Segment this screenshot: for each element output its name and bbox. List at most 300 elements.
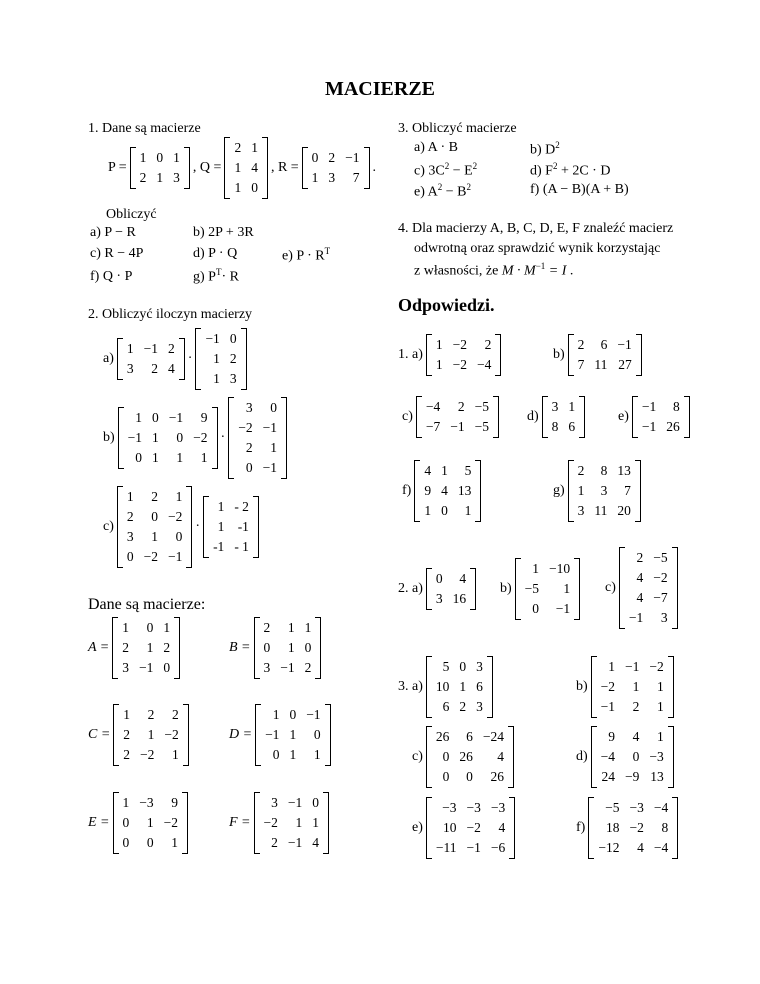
matrix-table xyxy=(233,398,282,478)
matrix-cell: −1 xyxy=(600,699,616,714)
matrix-row xyxy=(520,599,576,619)
matrix-row xyxy=(122,487,188,507)
task1-item-d: d) P · Q xyxy=(193,246,238,261)
matrix-ans-3b xyxy=(591,656,674,718)
matrix-row xyxy=(135,148,185,168)
matrix-row xyxy=(122,339,180,359)
matrix-cell: 0 xyxy=(152,410,159,425)
matrix-cell: 0 xyxy=(442,769,450,784)
matrix-cell: −2 xyxy=(143,549,159,564)
matrix-2b-left xyxy=(118,407,218,469)
matrix-row xyxy=(233,438,282,458)
matrix-cell: 4 xyxy=(459,571,467,586)
matrix-table xyxy=(637,397,685,437)
matrix-cell: 1 xyxy=(311,170,319,185)
task1-matrices xyxy=(108,137,379,199)
matrix-cell: −1 xyxy=(139,660,154,675)
matrix-cell: 1 xyxy=(304,620,312,635)
matrix-table xyxy=(596,657,669,717)
matrix-E xyxy=(113,792,189,854)
matrix-cell: −1 xyxy=(450,419,465,434)
matrix-cell: 1 xyxy=(172,747,179,762)
matrix-cell: −9 xyxy=(625,769,640,784)
matrix-cell: −3 xyxy=(649,749,664,764)
matrix-row xyxy=(431,798,510,818)
matrix-row xyxy=(431,838,510,858)
matrix-cell: 1 xyxy=(171,835,178,850)
matrix-cell: 1 xyxy=(287,620,295,635)
matrix-cell: −3 xyxy=(490,800,506,815)
task1-item-b: b) 2P + 3R xyxy=(193,225,254,240)
matrix-cell: 0 xyxy=(263,640,271,655)
matrix-cell: 3 xyxy=(476,699,483,714)
matrix-cell: 0 xyxy=(289,707,297,722)
matrix-cell: - 2 xyxy=(234,499,249,514)
matrix-cell: −3 xyxy=(629,800,644,815)
matrix-row xyxy=(233,418,282,438)
matrix-cell: 1 xyxy=(152,450,159,465)
task4-line3: z własności, że $M \cdot M^{-1} = I$ . xyxy=(414,261,574,279)
matrix-row xyxy=(307,168,365,188)
matrix-cell: −4 xyxy=(653,840,669,855)
matrix-row xyxy=(260,705,326,725)
matrix-2c-left xyxy=(117,486,193,568)
def-B xyxy=(229,617,324,679)
matrix-cell: 6 xyxy=(442,699,450,714)
matrix-cell: 1 xyxy=(217,499,225,514)
matrix-cell: −1 xyxy=(168,549,183,564)
matrix-cell: 0 xyxy=(459,659,467,674)
matrix-row xyxy=(117,618,175,638)
matrix-cell: 1 xyxy=(122,795,130,810)
matrix-cell: 1 xyxy=(657,679,664,694)
task3-b: b) $D^2$ xyxy=(530,140,560,158)
matrix-cell: 0 xyxy=(270,400,277,415)
matrix-table xyxy=(596,727,669,787)
matrix-cell: 0 xyxy=(245,460,253,475)
R-label: , R = xyxy=(270,160,299,175)
matrix-cell: 2 xyxy=(126,509,134,524)
matrix-cell: −2 xyxy=(163,815,178,830)
matrix-cell: 1 xyxy=(217,519,225,534)
matrix-cell: 1 xyxy=(146,640,154,655)
matrix-row xyxy=(596,767,669,787)
task1-item-f: f) Q · P xyxy=(90,269,133,284)
matrix-cell: −1 xyxy=(168,410,184,425)
matrix-cell: −10 xyxy=(549,561,571,576)
matrix-cell: 2 xyxy=(304,660,312,675)
F-label: F = xyxy=(229,815,251,830)
matrix-cell: 2 xyxy=(263,620,271,635)
matrix-cell: 1 xyxy=(234,180,242,195)
matrix-cell: 3 xyxy=(245,400,253,415)
matrix-table xyxy=(260,705,326,765)
matrix-cell: 2 xyxy=(457,399,465,414)
matrix-cell: −2 xyxy=(168,509,183,524)
matrix-cell: 8 xyxy=(661,820,669,835)
matrix-row xyxy=(259,638,317,658)
matrix-cell: −5 xyxy=(524,581,540,596)
task1-item-e: e) $P \cdot R^T$ xyxy=(282,246,331,264)
matrix-cell: 0 xyxy=(251,180,258,195)
matrix-cell: 9 xyxy=(424,483,432,498)
matrix-cell: 0 xyxy=(532,601,540,616)
matrix-row xyxy=(419,501,476,521)
matrix-table xyxy=(624,548,673,628)
matrix-ans-1b xyxy=(568,334,642,376)
E-label: E = xyxy=(88,815,110,830)
matrix-cell: 1 xyxy=(464,503,472,518)
matrix-ans-3a xyxy=(426,656,493,718)
matrix-cell: 0 xyxy=(442,749,450,764)
matrix-row xyxy=(123,428,213,448)
dot: · xyxy=(195,519,201,534)
matrix-row xyxy=(421,417,494,437)
task4-line1: 4. Dla macierzy A, B, C, D, E, F znaleźć macierz xyxy=(398,221,674,236)
matrix-row xyxy=(431,697,488,717)
matrix-cell: 0 xyxy=(135,450,143,465)
matrix-cell: 7 xyxy=(624,483,631,498)
matrix-row xyxy=(431,355,497,375)
matrix-row xyxy=(259,793,325,813)
matrix-cell: 2 xyxy=(234,140,242,155)
matrix-cell: 5 xyxy=(442,659,450,674)
matrix-cell: 1 xyxy=(147,727,155,742)
matrix-cell: 1 xyxy=(139,150,147,165)
matrix-cell: −1 xyxy=(625,659,640,674)
matrix-cell: −4 xyxy=(600,749,616,764)
matrix-cell: −1 xyxy=(628,610,644,625)
matrix-row xyxy=(624,548,673,568)
matrix-cell: −1 xyxy=(641,399,657,414)
page-title: MACIERZE xyxy=(324,78,435,100)
matrix-row xyxy=(123,448,213,468)
defs-heading: Dane są macierze: xyxy=(88,596,206,613)
matrix-cell: 2 xyxy=(577,463,585,478)
matrix-cell: 2 xyxy=(163,640,171,655)
matrix-cell: 1 xyxy=(577,483,585,498)
matrix-cell: 26 xyxy=(435,729,450,744)
matrix-cell: 0 xyxy=(304,640,312,655)
matrix-cell: 3 xyxy=(126,529,134,544)
ans2-c: c) 2 −5 4 −2 4 −7 −1 3 xyxy=(605,547,681,629)
matrix-row xyxy=(624,568,673,588)
matrix-cell: −1 xyxy=(262,420,277,435)
matrix-table xyxy=(573,335,637,375)
matrix-cell: -1 xyxy=(237,519,249,534)
matrix-row xyxy=(200,349,241,369)
matrix-row xyxy=(573,335,637,355)
matrix-cell: 11 xyxy=(594,503,608,518)
matrix-table xyxy=(123,408,213,468)
C-label: C = xyxy=(88,727,111,742)
matrix-cell: 6 xyxy=(466,729,473,744)
matrix-row xyxy=(259,833,325,853)
matrix-cell: −1 xyxy=(287,795,303,810)
matrix-cell: 1 xyxy=(272,707,280,722)
matrix-cell: 1 xyxy=(213,351,220,366)
item-label: c) xyxy=(103,519,114,534)
A-label: A = xyxy=(88,640,110,655)
matrix-cell: 0 xyxy=(146,620,154,635)
task3-heading: 3. Obliczyć macierze xyxy=(398,121,517,136)
matrix-cell: −1 xyxy=(287,835,303,850)
task3-d: d) $F^2 + 2C \cdot D$ xyxy=(530,161,611,179)
matrix-cell: −5 xyxy=(474,399,490,414)
matrix-table xyxy=(118,705,184,765)
matrix-table xyxy=(259,618,317,678)
matrix-cell: 2 xyxy=(168,341,175,356)
matrix-cell: −2 xyxy=(452,337,468,352)
task2-b xyxy=(103,397,290,479)
matrix-table xyxy=(117,618,175,678)
matrix-cell: 2 xyxy=(229,351,237,366)
matrix-row xyxy=(135,168,185,188)
matrix-cell: 1 xyxy=(270,440,277,455)
matrix-F xyxy=(254,792,330,854)
task1-item-g: g) $P^T\cdot R$ xyxy=(193,267,239,285)
matrix-cell: −5 xyxy=(653,550,668,565)
ans2-b: b) 1 −10 −5 1 0 −1 xyxy=(500,558,583,620)
matrix-cell: −1 xyxy=(143,341,159,356)
matrix-cell: 2 xyxy=(459,699,467,714)
matrix-B xyxy=(254,617,322,679)
matrix-ans-2b xyxy=(515,558,581,620)
matrix-cell: −3 xyxy=(442,800,457,815)
matrix-cell: 26 xyxy=(459,749,473,764)
matrix-cell: 0 xyxy=(122,835,130,850)
matrix-2c-right xyxy=(203,496,259,558)
matrix-cell: 3 xyxy=(229,371,237,386)
matrix-table xyxy=(431,569,471,609)
matrix-cell: 0 xyxy=(176,430,184,445)
def-D xyxy=(229,704,334,766)
matrix-cell: 1 xyxy=(568,399,576,414)
matrix-cell: 2 xyxy=(271,835,278,850)
matrix-row xyxy=(547,417,581,437)
matrix-cell: 2 xyxy=(172,707,179,722)
matrix-cell: −4 xyxy=(425,399,441,414)
matrix-2a-left xyxy=(117,338,185,380)
matrix-cell: 2 xyxy=(122,640,129,655)
matrix-cell: 26 xyxy=(666,419,680,434)
matrix-row xyxy=(419,461,476,481)
matrix-cell: −2 xyxy=(629,820,644,835)
matrix-cell: −1 xyxy=(127,430,143,445)
matrix-cell: 0 xyxy=(151,509,159,524)
matrix-row xyxy=(637,397,685,417)
dot: · xyxy=(220,430,226,445)
ans3-a: 3. a) 5 0 3 10 1 6 6 2 3 xyxy=(398,656,496,718)
matrix-cell: 1 xyxy=(135,410,143,425)
matrix-row xyxy=(260,725,326,745)
matrix-cell: 2 xyxy=(636,550,644,565)
ans1-b: b) 2 6 −1 7 11 27 xyxy=(553,334,645,376)
D-label: D = xyxy=(229,727,253,742)
matrix-cell: −2 xyxy=(653,570,668,585)
matrix-row xyxy=(259,813,325,833)
matrix-cell: 4 xyxy=(441,483,448,498)
ans3-b: b) 1 −1 −2 −2 1 1 −1 2 1 xyxy=(576,656,677,718)
dot: · xyxy=(187,351,193,366)
matrix-row xyxy=(431,727,509,747)
matrix-cell: 1 xyxy=(632,679,640,694)
matrix-cell: 1 xyxy=(251,140,258,155)
matrix-cell: 1 xyxy=(289,727,297,742)
matrix-row xyxy=(118,745,184,765)
ans3-e: e) −3 −3 −3 10 −2 4 −11 −1 −6 xyxy=(412,797,518,859)
ans1-a: 1. a) 1 −2 2 1 −2 −4 xyxy=(398,334,504,376)
matrix-cell: −11 xyxy=(435,840,457,855)
task1-heading: 1. Dane są macierze xyxy=(88,121,201,136)
def-C xyxy=(88,704,192,766)
matrix-cell: 11 xyxy=(594,357,608,372)
matrix-2a-right xyxy=(195,328,246,390)
matrix-cell: 1 xyxy=(435,337,443,352)
matrix-row xyxy=(573,501,636,521)
matrix-cell: 1 xyxy=(287,640,295,655)
matrix-cell: −2 xyxy=(263,815,278,830)
matrix-table xyxy=(520,559,576,619)
compute-label: Obliczyć xyxy=(106,207,157,222)
matrix-cell: 1 xyxy=(163,620,171,635)
matrix-cell: −1 xyxy=(345,150,360,165)
matrix-cell: 3 xyxy=(328,170,336,185)
matrix-row xyxy=(229,178,263,198)
item-label: b) xyxy=(103,430,115,445)
matrix-table xyxy=(421,397,494,437)
matrix-row xyxy=(229,138,263,158)
matrix-cell: −6 xyxy=(490,840,506,855)
matrix-ans-3e xyxy=(426,797,515,859)
matrix-cell: 1 xyxy=(532,561,540,576)
matrix-row xyxy=(118,705,184,725)
matrix-cell: 2 xyxy=(577,337,585,352)
matrix-cell: 1 xyxy=(152,430,159,445)
matrix-R xyxy=(302,147,370,189)
matrix-cell: 0 xyxy=(466,769,473,784)
matrix-row xyxy=(431,767,509,787)
matrix-cell: 3 xyxy=(271,795,278,810)
item-label: a) xyxy=(103,351,114,366)
answers-heading: Odpowiedzi. xyxy=(398,295,495,315)
matrix-ans-3f xyxy=(588,797,678,859)
matrix-cell: 4 xyxy=(637,840,644,855)
task3-a: a) A · B xyxy=(414,140,458,155)
matrix-row xyxy=(596,727,669,747)
matrix-cell: 18 xyxy=(605,820,620,835)
matrix-ans-2c xyxy=(619,547,678,629)
matrix-cell: 3 xyxy=(600,483,608,498)
task2-heading: 2. Obliczyć iloczyn macierzy xyxy=(88,307,253,322)
matrix-row xyxy=(624,588,673,608)
matrix-row xyxy=(117,658,175,678)
task1-item-a: a) P − R xyxy=(90,225,136,240)
matrix-cell: 3 xyxy=(660,610,668,625)
matrix-cell: 2 xyxy=(632,699,640,714)
matrix-cell: −5 xyxy=(474,419,490,434)
task3-e: e) $A^2 - B^2$ xyxy=(414,182,471,200)
matrix-A xyxy=(112,617,180,679)
matrix-cell: 4 xyxy=(312,835,319,850)
matrix-cell: 1 xyxy=(173,150,180,165)
matrix-cell: 7 xyxy=(352,170,360,185)
matrix-ans-2a xyxy=(426,568,476,610)
matrix-row xyxy=(208,517,254,537)
matrix-cell: 8 xyxy=(551,419,559,434)
matrix-cell: 1 xyxy=(151,529,159,544)
matrix-cell: 13 xyxy=(457,483,472,498)
matrix-cell: 1 xyxy=(441,463,448,478)
matrix-cell: 1 xyxy=(424,503,432,518)
matrix-row xyxy=(122,527,188,547)
matrix-cell: 1 xyxy=(657,699,664,714)
matrix-row xyxy=(259,658,317,678)
matrix-cell: −1 xyxy=(265,727,280,742)
matrix-cell: 3 xyxy=(126,361,134,376)
matrix-row xyxy=(118,725,184,745)
matrix-table xyxy=(208,497,254,557)
matrix-cell: −3 xyxy=(466,800,481,815)
matrix-cell: −1 xyxy=(280,660,295,675)
matrix-cell: −7 xyxy=(425,419,441,434)
matrix-cell: 16 xyxy=(452,591,467,606)
matrix-row xyxy=(200,369,241,389)
matrix-table xyxy=(259,793,325,853)
P-label: P = xyxy=(108,160,127,175)
matrix-cell: 1 xyxy=(295,815,303,830)
matrix-cell: −1 xyxy=(466,840,481,855)
matrix-ans-1c xyxy=(416,396,499,438)
matrix-cell: 2 xyxy=(147,707,155,722)
matrix-cell: 2 xyxy=(123,727,131,742)
matrix-cell: −2 xyxy=(600,679,616,694)
B-label: B = xyxy=(229,640,251,655)
matrix-cell: −2 xyxy=(452,357,468,372)
matrix-row xyxy=(431,569,471,589)
matrix-cell: 3 xyxy=(476,659,483,674)
matrix-cell: 3 xyxy=(122,660,129,675)
matrix-table xyxy=(593,798,673,858)
matrix-row xyxy=(573,355,637,375)
matrix-cell: 5 xyxy=(464,463,472,478)
matrix-cell: 1 xyxy=(123,707,131,722)
matrix-row xyxy=(208,537,254,557)
matrix-cell: 4 xyxy=(636,570,644,585)
matrix-cell: 0 xyxy=(122,815,130,830)
matrix-row xyxy=(520,579,576,599)
matrix-cell: 0 xyxy=(313,727,321,742)
matrix-cell: −2 xyxy=(193,430,208,445)
matrix-ans-1g xyxy=(568,460,641,522)
ans1-e: e) −1 8 −1 26 xyxy=(618,396,693,438)
matrix-cell: 26 xyxy=(490,769,505,784)
matrix-cell: 13 xyxy=(650,769,664,784)
matrix-cell: 1 xyxy=(126,341,134,356)
matrix-row xyxy=(200,329,241,349)
matrix-cell: 1 xyxy=(563,581,571,596)
matrix-row xyxy=(573,481,636,501)
matrix-C xyxy=(113,704,189,766)
matrix-cell: 0 xyxy=(126,549,134,564)
matrix-cell: 3 xyxy=(551,399,559,414)
matrix-cell: 1 xyxy=(435,357,443,372)
matrix-row xyxy=(122,359,180,379)
matrix-row xyxy=(118,813,184,833)
matrix-cell: 1 xyxy=(313,747,321,762)
matrix-cell: 6 xyxy=(568,419,576,434)
matrix-cell: −1 xyxy=(617,337,632,352)
